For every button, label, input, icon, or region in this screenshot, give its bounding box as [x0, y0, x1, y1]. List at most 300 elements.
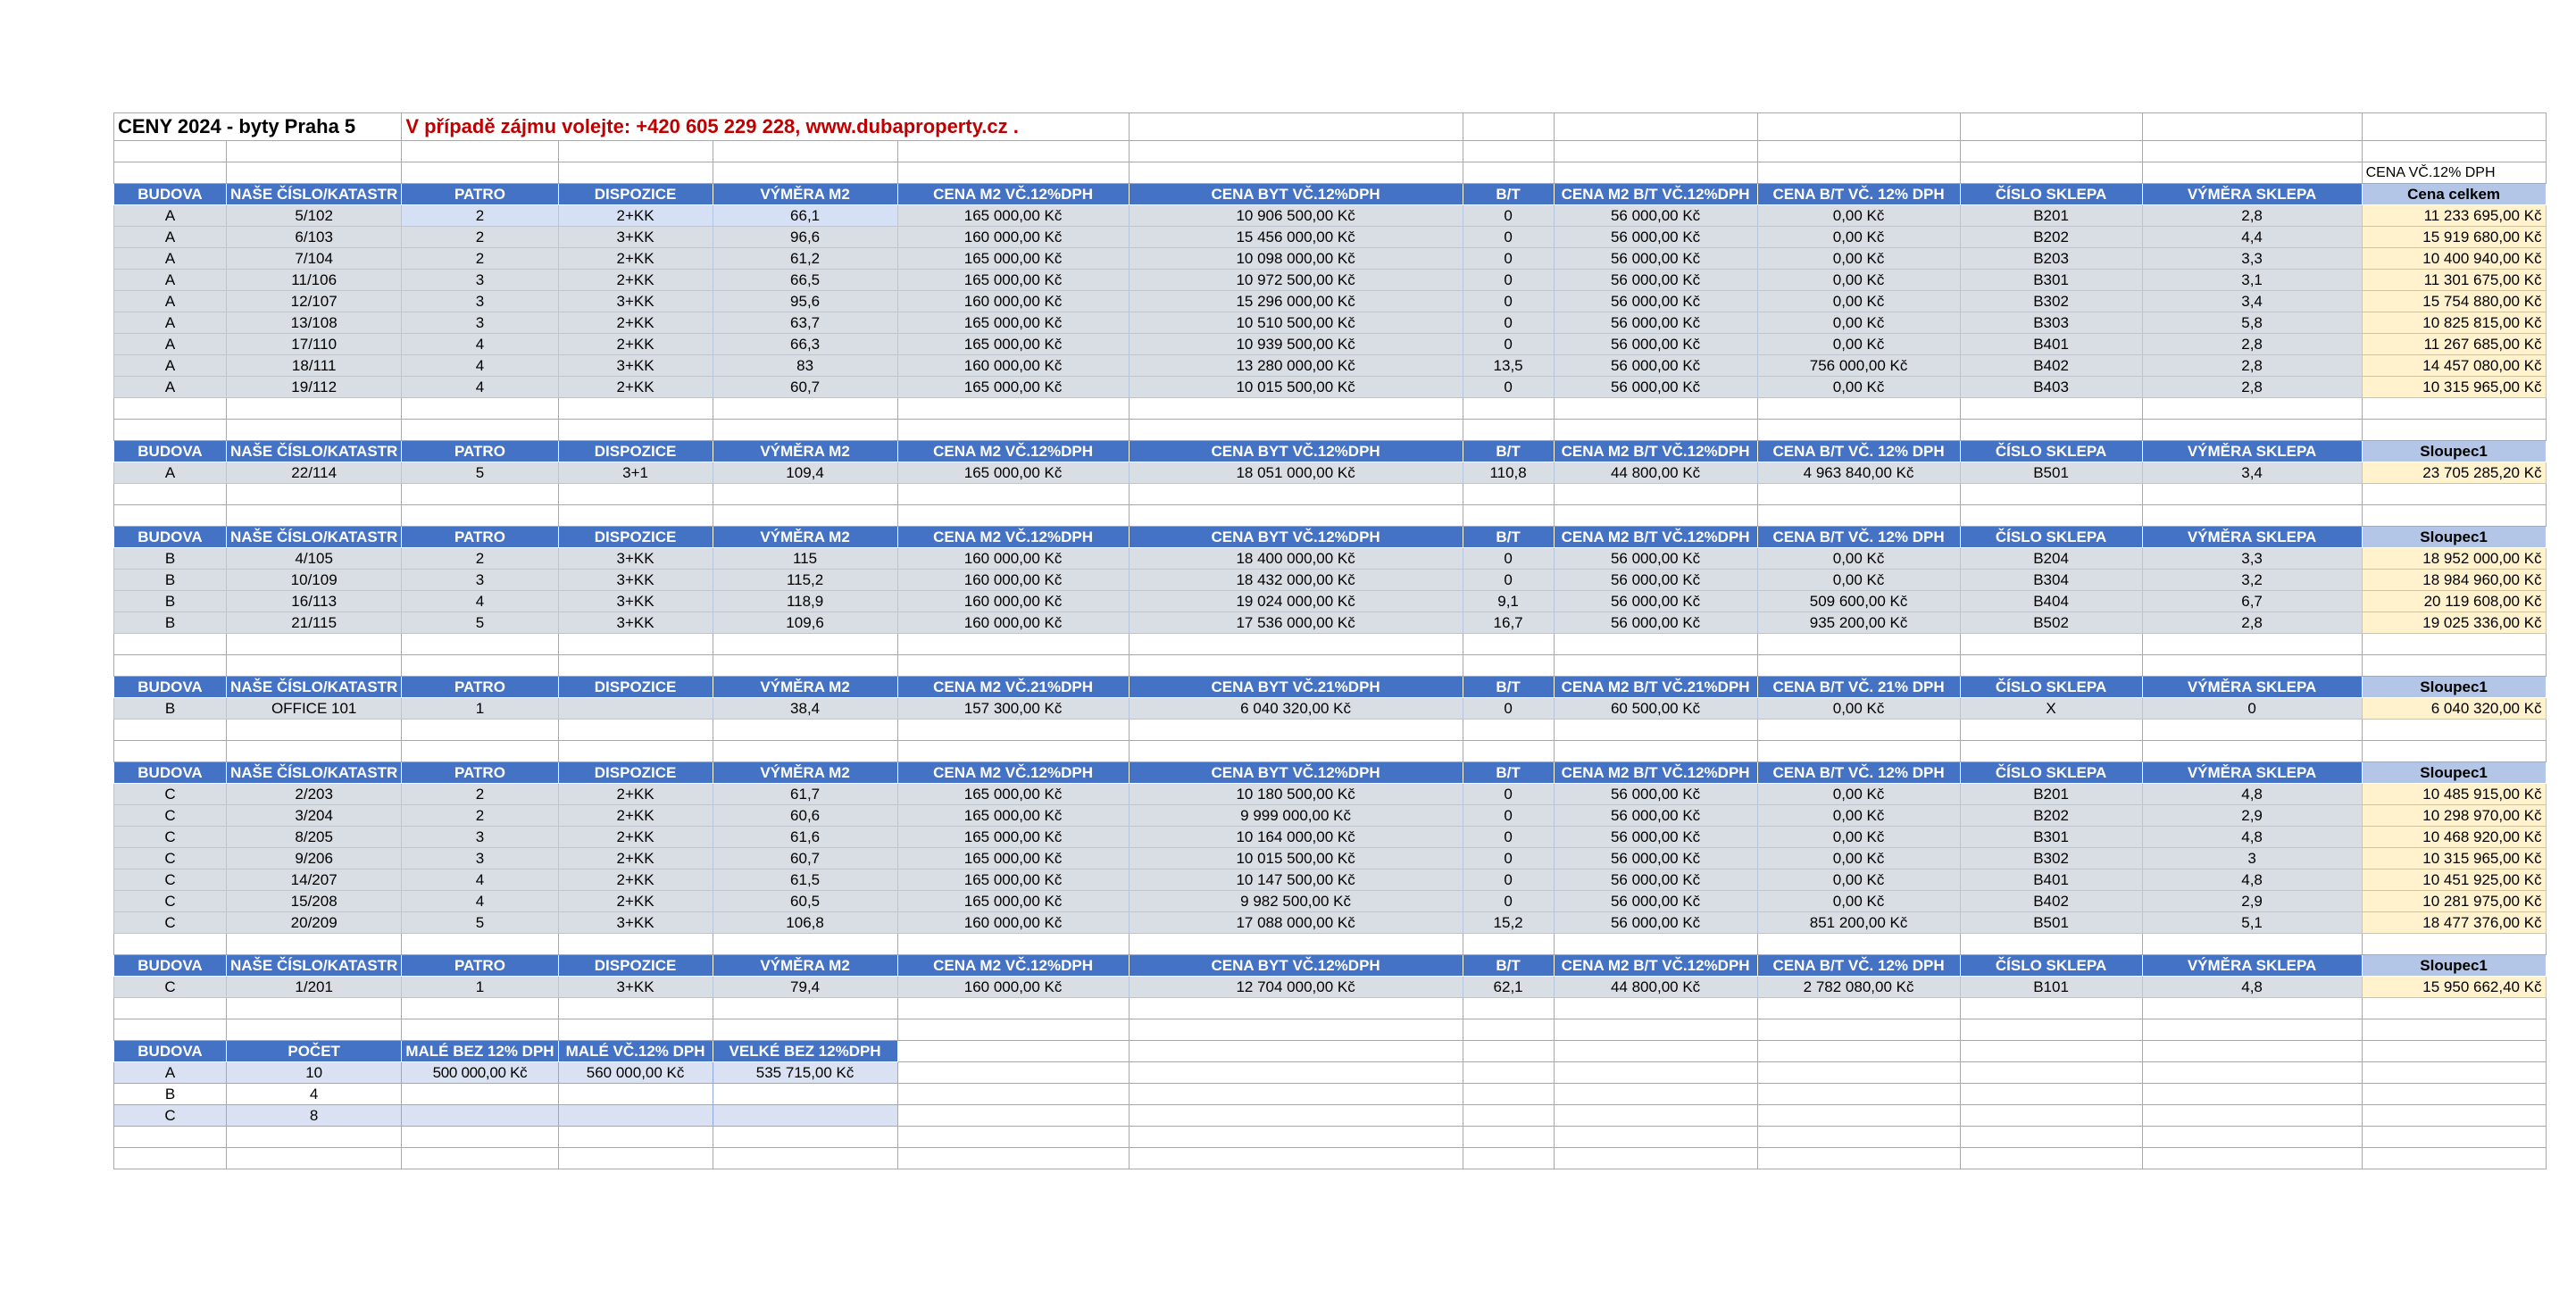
cell[interactable] [713, 998, 897, 1019]
table-cell[interactable]: 0 [1463, 784, 1554, 805]
cell[interactable] [2142, 141, 2362, 162]
table-cell[interactable]: 0,00 Kč [1757, 334, 1960, 355]
cell[interactable] [114, 634, 227, 655]
table-cell[interactable]: 2,8 [2142, 612, 2362, 634]
table-cell[interactable]: 3+KK [558, 570, 713, 591]
cell[interactable] [1463, 1105, 1554, 1127]
table-cell[interactable]: 165 000,00 Kč [897, 312, 1129, 334]
table-cell[interactable]: B401 [1960, 334, 2142, 355]
cell[interactable] [897, 741, 1129, 762]
cell[interactable] [402, 505, 558, 527]
table-cell[interactable]: 4 [402, 869, 558, 891]
column-header[interactable]: Sloupec1 [2362, 527, 2546, 548]
table-cell[interactable]: B402 [1960, 355, 2142, 377]
table-cell[interactable]: 18 051 000,00 Kč [1129, 462, 1463, 484]
cell[interactable] [402, 1019, 558, 1041]
table-cell[interactable]: 0,00 Kč [1757, 548, 1960, 570]
column-header[interactable]: NAŠE ČÍSLO/KATASTR [227, 955, 402, 977]
column-header[interactable]: BUDOVA [114, 184, 227, 205]
cell[interactable] [1960, 720, 2142, 741]
table-cell[interactable]: 0,00 Kč [1757, 570, 1960, 591]
cell[interactable] [1757, 634, 1960, 655]
column-header[interactable]: BUDOVA [114, 527, 227, 548]
cell[interactable] [2362, 113, 2546, 141]
column-header[interactable]: CENA M2 B/T VČ.21%DPH [1554, 677, 1757, 698]
cell[interactable] [227, 420, 402, 441]
table-cell[interactable]: 16/113 [227, 591, 402, 612]
cell[interactable] [1463, 1084, 1554, 1105]
cell[interactable] [1129, 162, 1463, 184]
cell[interactable] [1463, 1019, 1554, 1041]
column-header[interactable]: Cena celkem [2362, 184, 2546, 205]
table-cell[interactable]: 160 000,00 Kč [897, 548, 1129, 570]
table-cell[interactable]: 19 025 336,00 Kč [2362, 612, 2546, 634]
table-cell[interactable]: 2+KK [558, 848, 713, 869]
table-cell[interactable]: 2,9 [2142, 891, 2362, 912]
cell[interactable] [114, 398, 227, 420]
table-cell[interactable]: 15 296 000,00 Kč [1129, 291, 1463, 312]
table-cell[interactable]: B301 [1960, 270, 2142, 291]
table-cell[interactable]: 2 [402, 205, 558, 227]
column-header[interactable]: CENA BYT VČ.12%DPH [1129, 955, 1463, 977]
table-cell[interactable]: 56 000,00 Kč [1554, 248, 1757, 270]
table-cell[interactable]: B [114, 591, 227, 612]
table-cell[interactable]: B [114, 612, 227, 634]
table-cell[interactable]: 165 000,00 Kč [897, 377, 1129, 398]
cell[interactable] [227, 1019, 402, 1041]
cell[interactable] [1129, 1105, 1463, 1127]
table-cell[interactable]: B304 [1960, 570, 2142, 591]
cell[interactable] [2362, 398, 2546, 420]
cell[interactable] [1554, 484, 1757, 505]
cell[interactable] [1554, 505, 1757, 527]
cell[interactable] [897, 1148, 1129, 1169]
table-cell[interactable]: C [114, 805, 227, 827]
table-cell[interactable]: 20/209 [227, 912, 402, 934]
cell[interactable] [402, 634, 558, 655]
price-note-label[interactable]: CENA VČ.12% DPH [2362, 162, 2546, 184]
table-cell[interactable]: 2+KK [558, 827, 713, 848]
cell[interactable] [897, 1127, 1129, 1148]
column-header[interactable]: ČÍSLO SKLEPA [1960, 441, 2142, 462]
table-cell[interactable]: 160 000,00 Kč [897, 912, 1129, 934]
table-cell[interactable]: 3 [402, 270, 558, 291]
table-cell[interactable]: 23 705 285,20 Kč [2362, 462, 2546, 484]
cell[interactable] [2142, 420, 2362, 441]
table-cell[interactable]: 56 000,00 Kč [1554, 848, 1757, 869]
table-cell[interactable]: 10 468 920,00 Kč [2362, 827, 2546, 848]
table-cell[interactable]: B302 [1960, 848, 2142, 869]
cell[interactable] [1757, 1148, 1960, 1169]
cell[interactable] [1129, 655, 1463, 677]
cell[interactable] [713, 934, 897, 955]
table-cell[interactable]: 1 [402, 698, 558, 720]
table-cell[interactable]: 3+KK [558, 355, 713, 377]
table-cell[interactable]: 0,00 Kč [1757, 248, 1960, 270]
table-cell[interactable]: 4/105 [227, 548, 402, 570]
table-cell[interactable]: 2+KK [558, 334, 713, 355]
table-cell[interactable]: 6/103 [227, 227, 402, 248]
cell[interactable] [1960, 141, 2142, 162]
table-cell[interactable]: 5,8 [2142, 312, 2362, 334]
table-cell[interactable]: 56 000,00 Kč [1554, 805, 1757, 827]
table-cell[interactable]: 3+KK [558, 612, 713, 634]
column-header[interactable]: VÝMĚRA M2 [713, 184, 897, 205]
table-cell[interactable]: 0 [1463, 270, 1554, 291]
column-header[interactable]: DISPOZICE [558, 955, 713, 977]
column-header[interactable]: PATRO [402, 955, 558, 977]
table-cell[interactable]: 13 280 000,00 Kč [1129, 355, 1463, 377]
table-cell[interactable]: 3,3 [2142, 248, 2362, 270]
cell[interactable] [1554, 398, 1757, 420]
table-cell[interactable]: 0 [1463, 377, 1554, 398]
table-cell[interactable]: 2,8 [2142, 377, 2362, 398]
table-cell[interactable]: 56 000,00 Kč [1554, 912, 1757, 934]
table-cell[interactable] [558, 698, 713, 720]
table-cell[interactable]: 9 982 500,00 Kč [1129, 891, 1463, 912]
cell[interactable] [402, 162, 558, 184]
table-cell[interactable]: 3 [402, 827, 558, 848]
cell[interactable] [897, 1084, 1129, 1105]
cell[interactable] [2362, 934, 2546, 955]
table-cell[interactable]: C [114, 912, 227, 934]
column-header[interactable]: NAŠE ČÍSLO/KATASTR [227, 441, 402, 462]
column-header[interactable]: ČÍSLO SKLEPA [1960, 527, 2142, 548]
table-cell[interactable]: 4,8 [2142, 977, 2362, 998]
cell[interactable] [1960, 113, 2142, 141]
table-cell[interactable]: 3 [2142, 848, 2362, 869]
table-cell[interactable]: 66,1 [713, 205, 897, 227]
table-cell[interactable]: 61,2 [713, 248, 897, 270]
table-cell[interactable]: 2,8 [2142, 334, 2362, 355]
table-cell[interactable]: 509 600,00 Kč [1757, 591, 1960, 612]
table-cell[interactable]: 56 000,00 Kč [1554, 612, 1757, 634]
table-cell[interactable]: 2+KK [558, 205, 713, 227]
cell[interactable] [2142, 634, 2362, 655]
column-header[interactable]: CENA BYT VČ.12%DPH [1129, 762, 1463, 784]
table-cell[interactable]: 109,6 [713, 612, 897, 634]
table-cell[interactable]: 16,7 [1463, 612, 1554, 634]
table-cell[interactable]: 6,7 [2142, 591, 2362, 612]
table-cell[interactable]: 2+KK [558, 784, 713, 805]
column-header[interactable]: VÝMĚRA M2 [713, 441, 897, 462]
column-header[interactable]: B/T [1463, 441, 1554, 462]
table-cell[interactable]: 4 [402, 377, 558, 398]
table-cell[interactable]: 165 000,00 Kč [897, 869, 1129, 891]
table-cell[interactable]: 17 536 000,00 Kč [1129, 612, 1463, 634]
cell[interactable] [1463, 741, 1554, 762]
table-cell[interactable]: 0 [1463, 205, 1554, 227]
table-cell[interactable]: C [114, 891, 227, 912]
cell[interactable] [1757, 1041, 1960, 1062]
cell[interactable] [897, 398, 1129, 420]
table-cell[interactable]: B201 [1960, 205, 2142, 227]
cell[interactable] [558, 720, 713, 741]
column-header[interactable]: NAŠE ČÍSLO/KATASTR [227, 527, 402, 548]
cell[interactable] [558, 655, 713, 677]
cell[interactable] [2142, 1148, 2362, 1169]
table-cell[interactable]: B [114, 548, 227, 570]
column-header[interactable]: CENA M2 VČ.12%DPH [897, 527, 1129, 548]
summary-cell[interactable]: 8 [227, 1105, 402, 1127]
cell[interactable] [402, 998, 558, 1019]
table-cell[interactable]: C [114, 977, 227, 998]
cell[interactable] [713, 1127, 897, 1148]
cell[interactable] [1129, 934, 1463, 955]
summary-cell[interactable]: 500 000,00 Kč [402, 1062, 558, 1084]
column-header[interactable]: NAŠE ČÍSLO/KATASTR [227, 677, 402, 698]
column-header[interactable]: CENA M2 VČ.12%DPH [897, 441, 1129, 462]
column-header[interactable]: B/T [1463, 527, 1554, 548]
cell[interactable] [1960, 505, 2142, 527]
table-cell[interactable]: A [114, 227, 227, 248]
cell[interactable] [2362, 720, 2546, 741]
cell[interactable] [1554, 720, 1757, 741]
table-cell[interactable]: 160 000,00 Kč [897, 291, 1129, 312]
table-cell[interactable]: 56 000,00 Kč [1554, 377, 1757, 398]
table-cell[interactable]: 10 939 500,00 Kč [1129, 334, 1463, 355]
cell[interactable] [1554, 420, 1757, 441]
cell[interactable] [897, 1062, 1129, 1084]
table-cell[interactable]: 56 000,00 Kč [1554, 784, 1757, 805]
table-cell[interactable]: 9 999 000,00 Kč [1129, 805, 1463, 827]
table-cell[interactable]: 4,4 [2142, 227, 2362, 248]
cell[interactable] [1463, 1062, 1554, 1084]
cell[interactable] [402, 398, 558, 420]
table-cell[interactable]: 12 704 000,00 Kč [1129, 977, 1463, 998]
table-cell[interactable]: 20 119 608,00 Kč [2362, 591, 2546, 612]
cell[interactable] [2142, 998, 2362, 1019]
table-cell[interactable]: 3+KK [558, 591, 713, 612]
table-cell[interactable]: 165 000,00 Kč [897, 805, 1129, 827]
table-cell[interactable]: 56 000,00 Kč [1554, 548, 1757, 570]
table-cell[interactable]: 56 000,00 Kč [1554, 591, 1757, 612]
cell[interactable] [1757, 398, 1960, 420]
cell[interactable] [558, 998, 713, 1019]
table-cell[interactable]: 56 000,00 Kč [1554, 827, 1757, 848]
column-header[interactable]: CENA B/T VČ. 12% DPH [1757, 762, 1960, 784]
column-header[interactable]: CENA M2 VČ.21%DPH [897, 677, 1129, 698]
table-cell[interactable]: 10 180 500,00 Kč [1129, 784, 1463, 805]
cell[interactable] [1554, 741, 1757, 762]
cell[interactable] [1129, 420, 1463, 441]
cell[interactable] [1463, 505, 1554, 527]
summary-cell[interactable]: C [114, 1105, 227, 1127]
table-cell[interactable]: B101 [1960, 977, 2142, 998]
cell[interactable] [1129, 484, 1463, 505]
table-cell[interactable]: 0 [1463, 334, 1554, 355]
table-cell[interactable]: 165 000,00 Kč [897, 205, 1129, 227]
column-header[interactable]: NAŠE ČÍSLO/KATASTR [227, 762, 402, 784]
cell[interactable] [713, 720, 897, 741]
table-cell[interactable]: B204 [1960, 548, 2142, 570]
cell[interactable] [1757, 998, 1960, 1019]
cell[interactable] [1960, 420, 2142, 441]
table-cell[interactable]: 6 040 320,00 Kč [1129, 698, 1463, 720]
cell[interactable] [1129, 1127, 1463, 1148]
column-header[interactable]: Sloupec1 [2362, 677, 2546, 698]
table-cell[interactable]: 3+KK [558, 291, 713, 312]
column-header[interactable]: Sloupec1 [2362, 441, 2546, 462]
table-cell[interactable]: B401 [1960, 869, 2142, 891]
cell[interactable] [897, 420, 1129, 441]
cell[interactable] [402, 1127, 558, 1148]
summary-column-header[interactable]: MALÉ BEZ 12% DPH [402, 1041, 558, 1062]
table-cell[interactable]: 2+KK [558, 248, 713, 270]
table-cell[interactable]: 3+KK [558, 227, 713, 248]
table-cell[interactable]: 0,00 Kč [1757, 377, 1960, 398]
table-cell[interactable]: 165 000,00 Kč [897, 462, 1129, 484]
table-cell[interactable]: 56 000,00 Kč [1554, 291, 1757, 312]
cell[interactable] [2362, 1105, 2546, 1127]
table-cell[interactable]: 160 000,00 Kč [897, 355, 1129, 377]
table-cell[interactable]: 10 015 500,00 Kč [1129, 848, 1463, 869]
table-cell[interactable]: 2/203 [227, 784, 402, 805]
cell[interactable] [1554, 634, 1757, 655]
cell[interactable] [402, 934, 558, 955]
table-cell[interactable]: 56 000,00 Kč [1554, 270, 1757, 291]
column-header[interactable]: ČÍSLO SKLEPA [1960, 677, 2142, 698]
table-cell[interactable]: 10 015 500,00 Kč [1129, 377, 1463, 398]
cell[interactable] [1554, 1041, 1757, 1062]
table-cell[interactable]: 2 782 080,00 Kč [1757, 977, 1960, 998]
cell[interactable] [713, 484, 897, 505]
cell[interactable] [114, 420, 227, 441]
table-cell[interactable]: 756 000,00 Kč [1757, 355, 1960, 377]
table-cell[interactable]: 11 267 685,00 Kč [2362, 334, 2546, 355]
column-header[interactable]: VÝMĚRA M2 [713, 677, 897, 698]
table-cell[interactable]: C [114, 869, 227, 891]
table-cell[interactable]: 11 233 695,00 Kč [2362, 205, 2546, 227]
cell[interactable] [2142, 1105, 2362, 1127]
cell[interactable] [1554, 162, 1757, 184]
table-cell[interactable]: 13,5 [1463, 355, 1554, 377]
cell[interactable] [558, 505, 713, 527]
summary-cell[interactable]: 4 [227, 1084, 402, 1105]
cell[interactable] [1960, 1019, 2142, 1041]
table-cell[interactable]: A [114, 462, 227, 484]
table-cell[interactable]: 44 800,00 Kč [1554, 977, 1757, 998]
column-header[interactable]: CENA BYT VČ.12%DPH [1129, 441, 1463, 462]
table-cell[interactable]: 56 000,00 Kč [1554, 205, 1757, 227]
cell[interactable] [114, 934, 227, 955]
table-cell[interactable]: 44 800,00 Kč [1554, 462, 1757, 484]
table-cell[interactable]: 14 457 080,00 Kč [2362, 355, 2546, 377]
column-header[interactable]: CENA B/T VČ. 12% DPH [1757, 441, 1960, 462]
cell[interactable] [1960, 1084, 2142, 1105]
table-cell[interactable]: 2+KK [558, 891, 713, 912]
table-cell[interactable]: 56 000,00 Kč [1554, 227, 1757, 248]
column-header[interactable]: ČÍSLO SKLEPA [1960, 762, 2142, 784]
column-header[interactable]: CENA BYT VČ.21%DPH [1129, 677, 1463, 698]
cell[interactable] [2362, 741, 2546, 762]
column-header[interactable]: CENA B/T VČ. 12% DPH [1757, 184, 1960, 205]
cell[interactable] [227, 505, 402, 527]
table-cell[interactable]: 2 [402, 248, 558, 270]
cell[interactable] [114, 655, 227, 677]
summary-cell[interactable] [402, 1084, 558, 1105]
cell[interactable] [114, 1127, 227, 1148]
cell[interactable] [713, 398, 897, 420]
column-header[interactable]: B/T [1463, 677, 1554, 698]
cell[interactable] [1463, 398, 1554, 420]
column-header[interactable]: Sloupec1 [2362, 762, 2546, 784]
cell[interactable] [897, 720, 1129, 741]
table-cell[interactable]: 60 500,00 Kč [1554, 698, 1757, 720]
table-cell[interactable]: 10 298 970,00 Kč [2362, 805, 2546, 827]
cell[interactable] [1554, 998, 1757, 1019]
cell[interactable] [1554, 1148, 1757, 1169]
column-header[interactable]: CENA M2 B/T VČ.12%DPH [1554, 762, 1757, 784]
table-cell[interactable]: 60,7 [713, 377, 897, 398]
summary-column-header[interactable]: VELKÉ BEZ 12%DPH [713, 1041, 897, 1062]
table-cell[interactable]: 0 [1463, 548, 1554, 570]
cell[interactable] [2142, 398, 2362, 420]
cell[interactable] [1463, 655, 1554, 677]
table-cell[interactable]: 165 000,00 Kč [897, 248, 1129, 270]
cell[interactable] [713, 420, 897, 441]
table-cell[interactable]: 4 [402, 891, 558, 912]
column-header[interactable]: PATRO [402, 441, 558, 462]
table-cell[interactable]: 3 [402, 570, 558, 591]
table-cell[interactable]: 0,00 Kč [1757, 205, 1960, 227]
cell[interactable] [1960, 162, 2142, 184]
table-cell[interactable]: 18 432 000,00 Kč [1129, 570, 1463, 591]
table-cell[interactable]: 0 [1463, 227, 1554, 248]
cell[interactable] [558, 1019, 713, 1041]
table-cell[interactable]: 165 000,00 Kč [897, 784, 1129, 805]
column-header[interactable]: PATRO [402, 527, 558, 548]
column-header[interactable]: CENA M2 B/T VČ.12%DPH [1554, 184, 1757, 205]
column-header[interactable]: DISPOZICE [558, 527, 713, 548]
table-cell[interactable]: 3,1 [2142, 270, 2362, 291]
cell[interactable] [897, 141, 1129, 162]
table-cell[interactable]: 4 [402, 334, 558, 355]
column-header[interactable]: NAŠE ČÍSLO/KATASTR [227, 184, 402, 205]
cell[interactable] [1463, 141, 1554, 162]
cell[interactable] [558, 634, 713, 655]
cell[interactable] [1757, 141, 1960, 162]
table-cell[interactable]: 0 [2142, 698, 2362, 720]
table-cell[interactable]: B403 [1960, 377, 2142, 398]
table-cell[interactable]: 10 315 965,00 Kč [2362, 377, 2546, 398]
column-header[interactable]: CENA BYT VČ.12%DPH [1129, 527, 1463, 548]
cell[interactable] [2142, 741, 2362, 762]
cell[interactable] [227, 998, 402, 1019]
cell[interactable] [558, 1148, 713, 1169]
table-cell[interactable]: 0 [1463, 827, 1554, 848]
table-cell[interactable]: 21/115 [227, 612, 402, 634]
cell[interactable] [713, 1019, 897, 1041]
table-cell[interactable]: 0,00 Kč [1757, 291, 1960, 312]
table-cell[interactable]: 66,3 [713, 334, 897, 355]
cell[interactable] [1463, 1148, 1554, 1169]
table-cell[interactable]: 118,9 [713, 591, 897, 612]
table-cell[interactable]: A [114, 291, 227, 312]
table-cell[interactable]: 2+KK [558, 869, 713, 891]
cell[interactable] [1757, 113, 1960, 141]
column-header[interactable]: BUDOVA [114, 955, 227, 977]
cell[interactable] [227, 934, 402, 955]
table-cell[interactable]: 0 [1463, 291, 1554, 312]
table-cell[interactable]: 160 000,00 Kč [897, 591, 1129, 612]
cell[interactable] [1960, 934, 2142, 955]
cell[interactable] [713, 655, 897, 677]
column-header[interactable]: VÝMĚRA SKLEPA [2142, 677, 2362, 698]
cell[interactable] [558, 162, 713, 184]
cell[interactable] [2362, 998, 2546, 1019]
table-cell[interactable]: A [114, 270, 227, 291]
